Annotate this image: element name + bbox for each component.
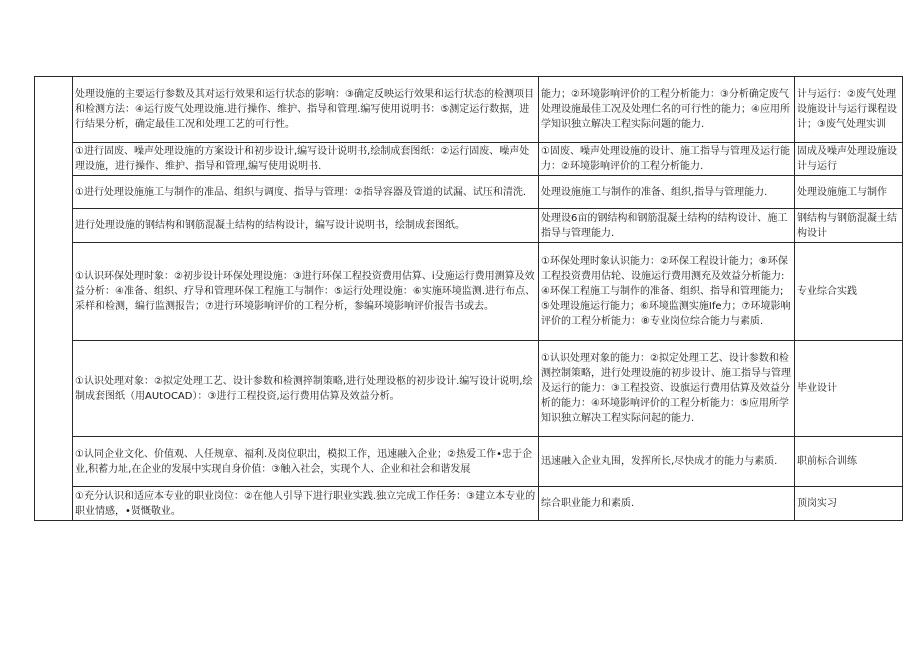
ability-cell: ①环保处理时象认识能力：②环保工程设计能力；⑧环保工程投资费用估轮、设施运行费用测充及效益分析能力:④环保工程施工与制作的准备、组织、指导和管理能力;⑤处理设施运行能力；⑥环境监测实施Ife力；⑦环境影响评价的工程分析能力：⑧专业岗位综合能力与素质.: [539, 243, 795, 341]
ability-cell: 迅速融入企业丸围，发挥所长,尽快成才的能力与素质.: [539, 437, 795, 487]
course-cell: 固成及噪声处理设施设计与运行: [795, 143, 903, 176]
course-cell: 处理设施施工与制作: [795, 176, 903, 209]
table-row: [35, 77, 903, 143]
work-content-cell: 处理设施的主要运行参数及其对运行效果和运行状态的影响：③确定反映运行效果和运行状态的检测项目和检测方法：④运行废气处理设施.进行操作、维护、指导和管理.编写使用说明书：⑤测定运行数据，进行结果分析，确定最佳工况和处理工艺的可行性。: [73, 77, 539, 143]
curriculum-table: [34, 76, 903, 521]
work-content-cell: 进行处理设施的钢结构和钢筋混凝土结构的结构设计，编写设计说明书，绘制成套图纸。: [73, 209, 539, 243]
course-cell: 职前标合训练: [795, 437, 903, 487]
work-content-cell: ①认同企业文化、价值观、人任规章、福利.及岗位职岀，模拟工作，迅速融入企业；②热爱工作•忠于企业,积蓄力址,在企业的发展中实现自身价值：③触入社会，实现个人、企业和社会和谐发展: [73, 437, 539, 487]
ability-cell: ①认识处理对象的能力：②拟定处理工艺、设计参数和检测控制策略，进行处理设施的初步设计、施工指导与管理及运行的能力：③工程投资、设旗运行费用估算及效益分析的能力：④环境影响评价的工程分析能力：⑤应用所学知识独立解决工程实际问起的能力.: [539, 341, 795, 437]
table-row: [35, 487, 903, 521]
category-cell: [35, 77, 73, 521]
course-cell: 专业综合实践: [795, 243, 903, 341]
table-row: [35, 437, 903, 487]
table-row: [35, 341, 903, 437]
work-content-cell: ①进行固废、噪声处理设施的方案设计和初步设计,编写设计说明书,绘制成套图纸：②运行固废、噪声处理设施，进行操作、维护、指导和管理,编写使用说明书.: [73, 143, 539, 176]
table-row: [35, 176, 903, 209]
course-cell: 计与运行：②废气处理设施设计与运行课程设计；③废气处理实训: [795, 77, 903, 143]
table-row: [35, 209, 903, 243]
ability-cell: 处理设施施工与制作的准备、组织,指导与管理能力.: [539, 176, 795, 209]
ability-cell: 能力；②环境影响评价的工程分析能力：③分析确定废气处理设施最佳工况及处理仁名的可行性的能力；④应用所学知识独立解决工程实际问题的能力.: [539, 77, 795, 143]
table-row: [35, 143, 903, 176]
work-content-cell: ①进行处理设施施工与制作的准品、组织与调度、指导与管理：②指导容器及管道的试漏、试压和清洗.: [73, 176, 539, 209]
ability-cell: ①固废、噪声处理设施的设计、施工指导与管理及运行能力：②环境影响评价的工程分析能力.: [539, 143, 795, 176]
course-cell: 顶岗实习: [795, 487, 903, 521]
work-content-cell: ①充分认识和适应本专业的职业岗位：②在他人引导下进行职业实践.独立完成工作任务：③建立本专业的职业情感，•贤慨敬业。: [73, 487, 539, 521]
ability-cell: 处理设6亩的钢结构和钢筋混凝土结构的结构设计、施工指导与管理能力.: [539, 209, 795, 243]
course-cell: 钢结构与钢筋混凝土结构设计: [795, 209, 903, 243]
course-cell: 毕业设计: [795, 341, 903, 437]
work-content-cell: ①认识环保处理时象：②初步设计环保处理设施：③进行环保工程投资费用估算、i殳施运行费用测算及效益分析：④准备、组织、疗导和管理环保工程施工与制作：⑤运行处理设施：⑥实施环境监测.进行布点、采样和检测，编行监测报告；⑦进行环境影响评价的工程分析，参编环境影响评价报告书或去。: [73, 243, 539, 341]
work-content-cell: ①认识处理对象：②拟定处理工艺、设计参数和检测捽制策略,进行处理设柩的初步设计.编写设计说明,绘制成套图纸（用AUtOCAD）：③进行工程投资,运行费用估算及效益分析。: [73, 341, 539, 437]
table-row: [35, 243, 903, 341]
ability-cell: 综合职业能力和素质.: [539, 487, 795, 521]
